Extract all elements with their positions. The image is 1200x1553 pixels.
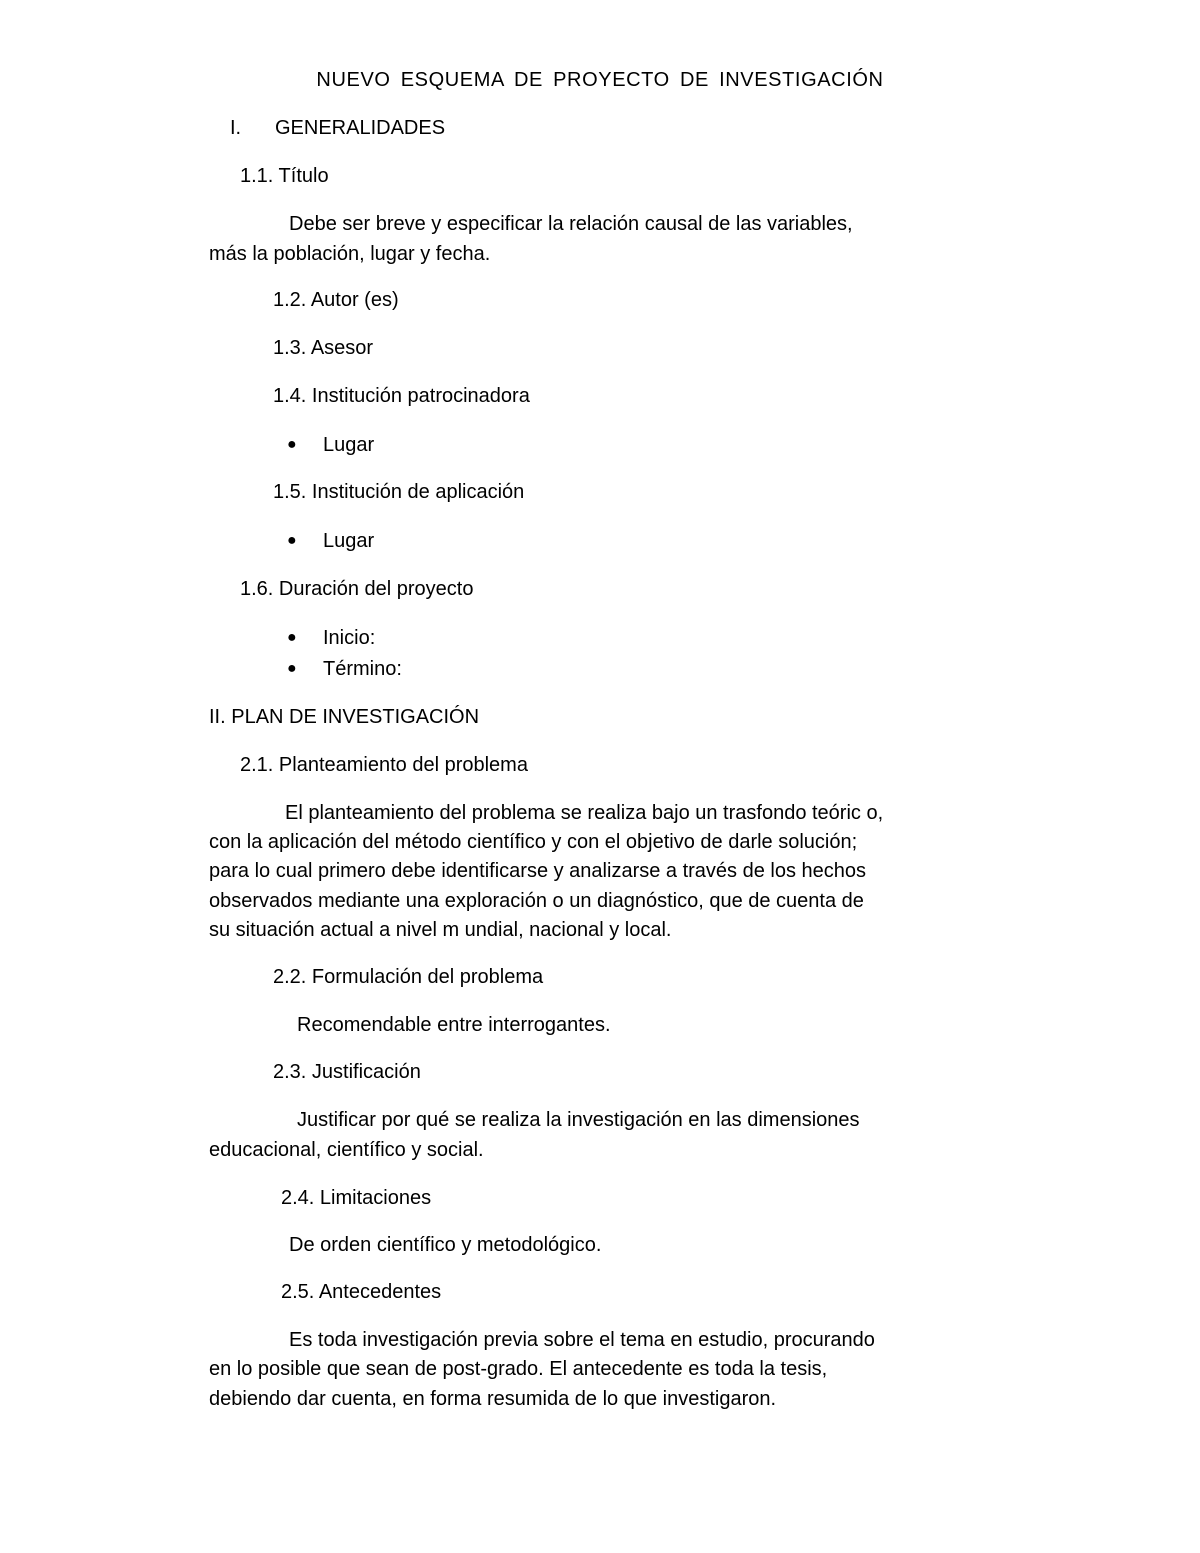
item-1-3-heading: 1.3. Asesor xyxy=(273,337,374,359)
item-1-6-bullet-termino: Término: xyxy=(323,658,402,680)
item-2-3-text-line-2: educacional, científico y social. xyxy=(209,1139,484,1161)
item-1-6-bullet-inicio: Inicio: xyxy=(323,627,376,649)
item-2-1-text-line-1: El planteamiento del problema se realiza bajo un trasfondo teóric o, xyxy=(285,802,884,824)
item-1-1-text-line-2: más la población, lugar y fecha. xyxy=(209,243,491,265)
bullet-dot: ● xyxy=(287,629,297,646)
item-2-4-text: De orden científico y metodológico. xyxy=(289,1234,602,1256)
item-2-1-text-line-4: observados mediante una exploración o un diagnóstico, que de cuenta de xyxy=(209,890,864,912)
item-1-6-heading: 1.6. Duración del proyecto xyxy=(240,578,474,600)
section-1-heading: GENERALIDADES xyxy=(275,117,446,139)
item-2-1-text-line-5: su situación actual a nivel m undial, nacional y local. xyxy=(209,919,672,941)
item-2-1-text-line-2: con la aplicación del método científico y con el objetivo de darle solución; xyxy=(209,831,858,853)
section-1-numeral: I. xyxy=(230,117,242,139)
item-2-5-heading: 2.5. Antecedentes xyxy=(281,1281,442,1303)
item-1-1-text-line-1: Debe ser breve y especificar la relación causal de las variables, xyxy=(289,213,853,235)
item-2-1-text-line-3: para lo cual primero debe identificarse y analizarse a través de los hechos xyxy=(209,860,867,882)
item-2-3-text-line-1: Justificar por qué se realiza la investigación en las dimensiones xyxy=(297,1109,860,1131)
bullet-dot: ● xyxy=(287,436,297,453)
item-1-4-bullet: Lugar xyxy=(323,434,375,456)
bullet-dot: ● xyxy=(287,660,297,677)
item-2-5-text-line-3: debiendo dar cuenta, en forma resumida de lo que investigaron. xyxy=(209,1388,777,1410)
item-1-5-bullet: Lugar xyxy=(323,530,375,552)
item-2-4-heading: 2.4. Limitaciones xyxy=(281,1187,432,1209)
item-2-3-heading: 2.3. Justificación xyxy=(273,1061,421,1083)
item-1-4-heading: 1.4. Institución patrocinadora xyxy=(273,385,530,407)
section-2-heading: II. PLAN DE INVESTIGACIÓN xyxy=(209,706,480,728)
item-1-2-heading: 1.2. Autor (es) xyxy=(273,289,399,311)
item-1-1-heading: 1.1. Título xyxy=(240,165,329,187)
item-2-5-text-line-1: Es toda investigación previa sobre el tema en estudio, procurando xyxy=(289,1329,875,1351)
item-2-2-heading: 2.2. Formulación del problema xyxy=(273,966,544,988)
item-2-5-text-line-2: en lo posible que sean de post-grado. El antecedente es toda la tesis, xyxy=(209,1358,828,1380)
document-title: NUEVO ESQUEMA DE PROYECTO DE INVESTIGACIÓN xyxy=(316,69,884,91)
item-2-1-heading: 2.1. Planteamiento del problema xyxy=(240,754,528,776)
bullet-dot: ● xyxy=(287,532,297,549)
item-2-2-text: Recomendable entre interrogantes. xyxy=(297,1014,611,1036)
item-1-5-heading: 1.5. Institución de aplicación xyxy=(273,481,525,503)
